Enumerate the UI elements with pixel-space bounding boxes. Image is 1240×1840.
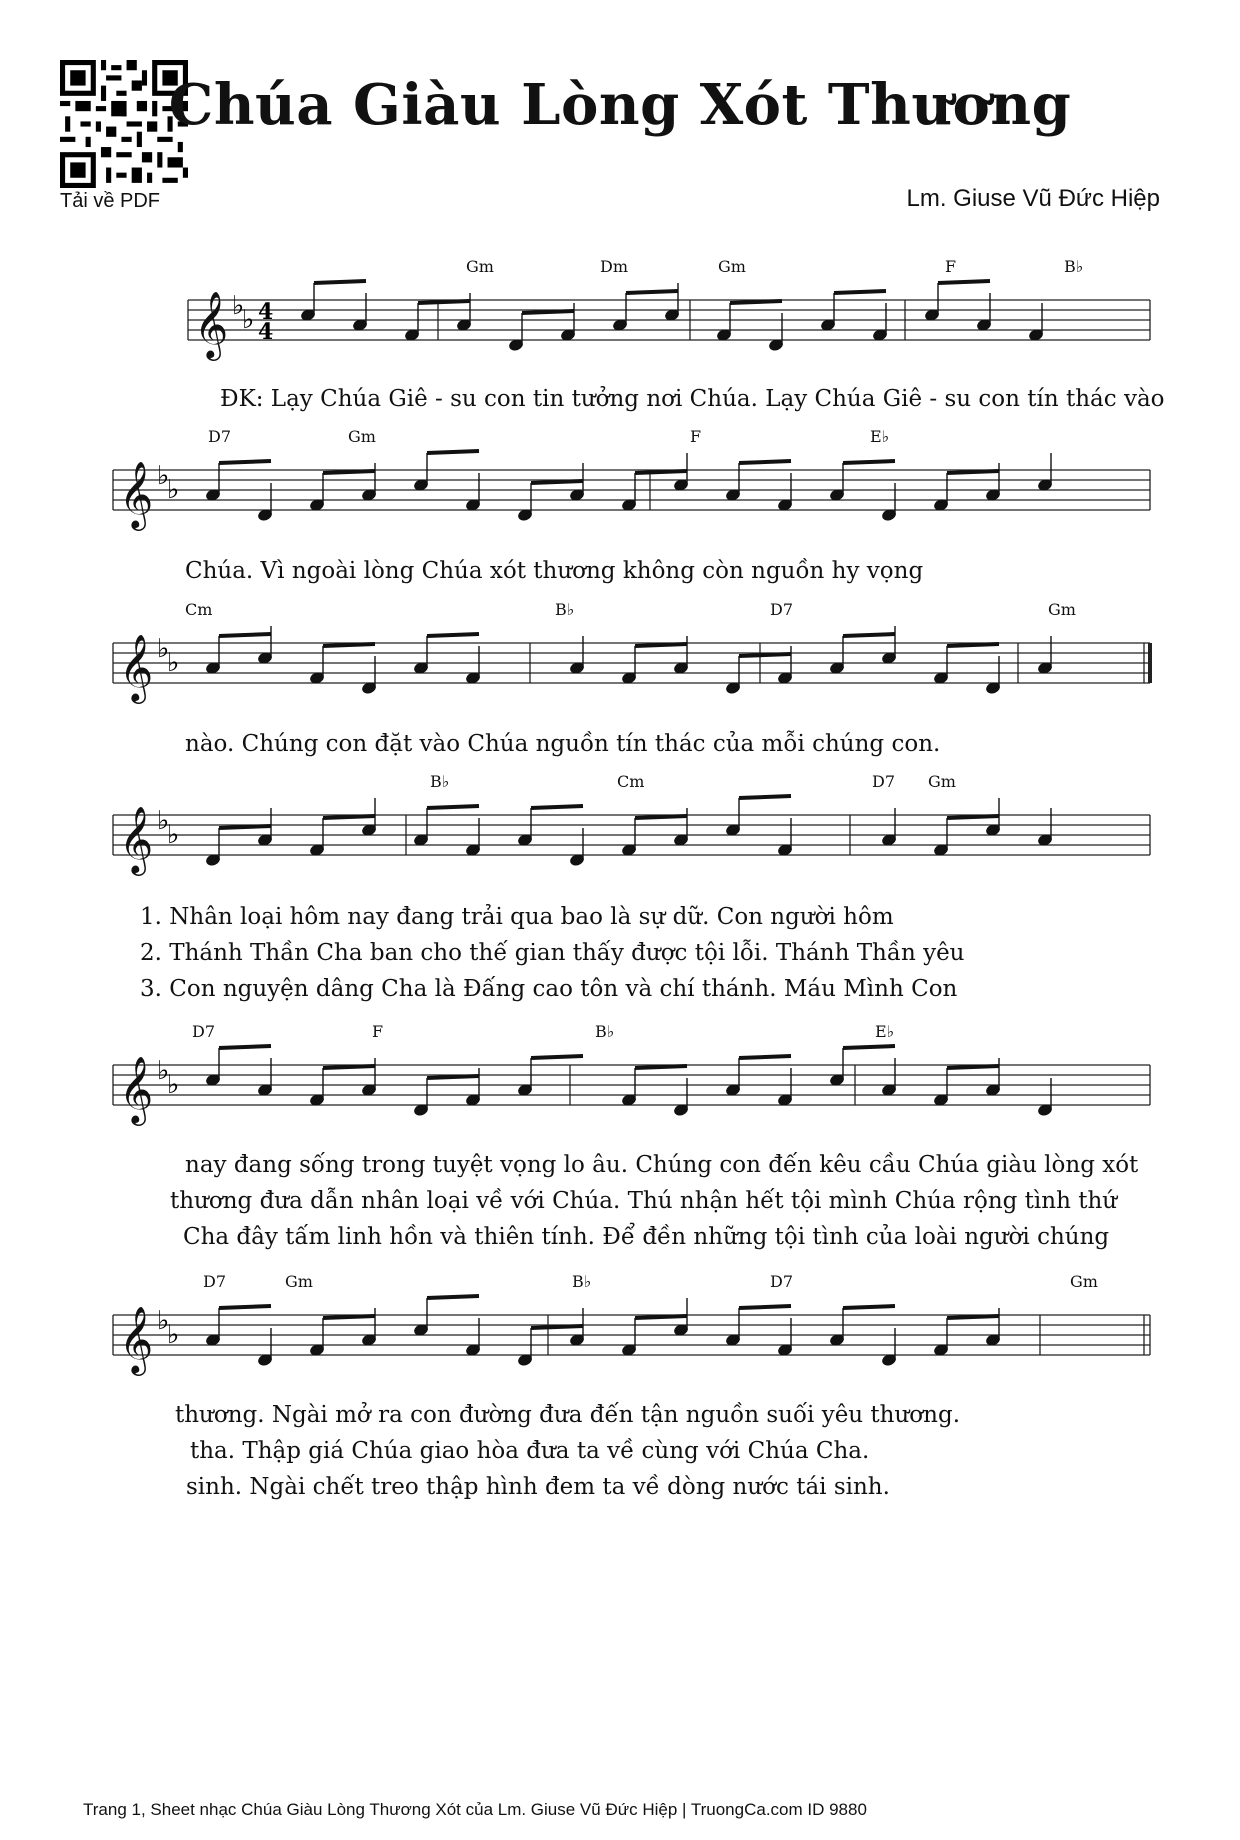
lyric-line: ĐK: Lạy Chúa Giê - su con tin tưởng nơi Chúa. Lạy Chúa Giê - su con tín thác vào xyxy=(220,386,1165,412)
chord-symbol: E♭ xyxy=(870,427,890,446)
flat-icon: ♭ xyxy=(167,1070,180,1100)
chord-symbol: Gm xyxy=(1070,1272,1098,1291)
note-beam xyxy=(635,471,687,473)
note-beam xyxy=(739,654,791,656)
chord-symbol: B♭ xyxy=(572,1272,592,1291)
note-beam xyxy=(314,281,366,283)
song-title: Chúa Giàu Lòng Xót Thương xyxy=(168,72,1072,138)
note-beam xyxy=(626,291,678,293)
page-footer: Trang 1, Sheet nhạc Chúa Giàu Lòng Thương Xót của Lm. Giuse Vũ Đức Hiệp | TruongCa.com ID 9880 xyxy=(83,1800,867,1819)
note-beam xyxy=(739,1056,791,1058)
chord-symbol: D7 xyxy=(770,600,794,619)
note-beam xyxy=(843,1046,895,1048)
note-beam xyxy=(531,806,583,808)
note-beam xyxy=(219,1306,271,1308)
note-beam xyxy=(739,461,791,463)
note-beam xyxy=(843,1306,895,1308)
note-beam xyxy=(219,826,271,828)
chord-symbol: Cm xyxy=(185,600,213,619)
treble-clef-icon: 𝄞 xyxy=(119,633,154,701)
flat-icon: ♭ xyxy=(157,806,170,836)
note-beam xyxy=(323,1316,375,1318)
note-beam xyxy=(739,796,791,798)
flat-icon: ♭ xyxy=(167,475,180,505)
flat-icon: ♭ xyxy=(167,648,180,678)
lyric-line: nào. Chúng con đặt vào Chúa nguồn tín thác của mỗi chúng con. xyxy=(185,731,941,757)
chord-symbol: E♭ xyxy=(875,1022,895,1041)
note-beam xyxy=(635,1316,687,1318)
chord-symbol: Gm xyxy=(466,257,494,276)
note-beam xyxy=(427,1296,479,1298)
note-beam xyxy=(323,816,375,818)
chord-symbol: B♭ xyxy=(595,1022,615,1041)
treble-clef-icon: 𝄞 xyxy=(119,460,154,528)
flat-icon: ♭ xyxy=(242,305,255,335)
note-beam xyxy=(635,1066,687,1068)
chord-symbol: D7 xyxy=(770,1272,794,1291)
chord-symbol: D7 xyxy=(872,772,896,791)
note-beam xyxy=(427,806,479,808)
lyric-line: thương đưa dẫn nhân loại về với Chúa. Thú nhận hết tội mình Chúa rộng tình thứ xyxy=(170,1188,1118,1214)
note-beam xyxy=(427,451,479,453)
lyric-line: nay đang sống trong tuyệt vọng lo âu. Chúng con đến kêu cầu Chúa giàu lòng xót xyxy=(185,1152,1139,1178)
chord-symbol: Gm xyxy=(1048,600,1076,619)
flat-icon: ♭ xyxy=(232,291,245,321)
chord-symbol: Gm xyxy=(348,427,376,446)
note-beam xyxy=(947,816,999,818)
treble-clef-icon: 𝄞 xyxy=(119,805,154,873)
note-beam xyxy=(947,1066,999,1068)
lyric-line: thương. Ngài mở ra con đường đưa đến tận nguồn suối yêu thương. xyxy=(175,1402,960,1428)
chord-symbol: D7 xyxy=(208,427,232,446)
note-beam xyxy=(219,461,271,463)
note-beam xyxy=(531,1326,583,1328)
chord-symbol: B♭ xyxy=(430,772,450,791)
note-beam xyxy=(635,644,687,646)
chord-symbol: F xyxy=(690,427,702,446)
chord-symbol: F xyxy=(945,257,957,276)
chord-symbol: Gm xyxy=(718,257,746,276)
note-beam xyxy=(938,281,990,283)
note-beam xyxy=(947,471,999,473)
note-beam xyxy=(427,634,479,636)
flat-icon: ♭ xyxy=(157,1306,170,1336)
note-beam xyxy=(418,301,470,303)
note-beam xyxy=(947,1316,999,1318)
chord-symbol: Gm xyxy=(928,772,956,791)
note-beam xyxy=(427,1076,479,1078)
time-signature: 4 xyxy=(258,319,274,345)
treble-clef-icon: 𝄞 xyxy=(194,290,229,358)
note-beam xyxy=(522,311,574,313)
flat-icon: ♭ xyxy=(157,634,170,664)
chord-symbol: D7 xyxy=(192,1022,216,1041)
flat-icon: ♭ xyxy=(167,1320,180,1350)
chord-symbol: B♭ xyxy=(1064,257,1084,276)
chord-symbol: Dm xyxy=(600,257,628,276)
note-beam xyxy=(843,634,895,636)
note-beam xyxy=(635,816,687,818)
note-beam xyxy=(531,481,583,483)
chord-symbol: F xyxy=(372,1022,384,1041)
treble-clef-icon: 𝄞 xyxy=(119,1305,154,1373)
note-beam xyxy=(730,301,782,303)
lyric-line: tha. Thập giá Chúa giao hòa đưa ta về cùng với Chúa Cha. xyxy=(190,1438,870,1464)
time-signature: 4 xyxy=(258,299,274,325)
chord-symbol: D7 xyxy=(203,1272,227,1291)
flat-icon: ♭ xyxy=(167,820,180,850)
download-pdf-label[interactable]: Tải về PDF xyxy=(60,190,161,212)
note-beam xyxy=(843,461,895,463)
note-beam xyxy=(219,1046,271,1048)
composer-name: Lm. Giuse Vũ Đức Hiệp xyxy=(906,185,1160,212)
lyric-line: 1. Nhân loại hôm nay đang trải qua bao là sự dữ. Con người hôm xyxy=(140,904,894,930)
chord-symbol: Cm xyxy=(617,772,645,791)
note-beam xyxy=(323,471,375,473)
flat-icon: ♭ xyxy=(157,461,170,491)
note-beam xyxy=(323,1066,375,1068)
note-beam xyxy=(834,291,886,293)
lyric-line: 3. Con nguyện dâng Cha là Đấng cao tôn và chí thánh. Máu Mình Con xyxy=(140,976,958,1002)
note-beam xyxy=(947,644,999,646)
chord-symbol: B♭ xyxy=(555,600,575,619)
lyric-line: Cha đây tấm linh hồn và thiên tính. Để đền những tội tình của loài người chúng xyxy=(183,1224,1110,1250)
note-beam xyxy=(219,634,271,636)
treble-clef-icon: 𝄞 xyxy=(119,1055,154,1123)
note-beam xyxy=(531,1056,583,1058)
lyric-line: 2. Thánh Thần Cha ban cho thế gian thấy được tội lỗi. Thánh Thần yêu xyxy=(140,940,965,966)
lyric-line: Chúa. Vì ngoài lòng Chúa xót thương không còn nguồn hy vọng xyxy=(185,558,924,584)
note-beam xyxy=(323,644,375,646)
flat-icon: ♭ xyxy=(157,1056,170,1086)
lyric-line: sinh. Ngài chết treo thập hình đem ta về dòng nước tái sinh. xyxy=(186,1474,890,1500)
chord-symbol: Gm xyxy=(285,1272,313,1291)
note-beam xyxy=(739,1306,791,1308)
staff xyxy=(188,290,1150,361)
